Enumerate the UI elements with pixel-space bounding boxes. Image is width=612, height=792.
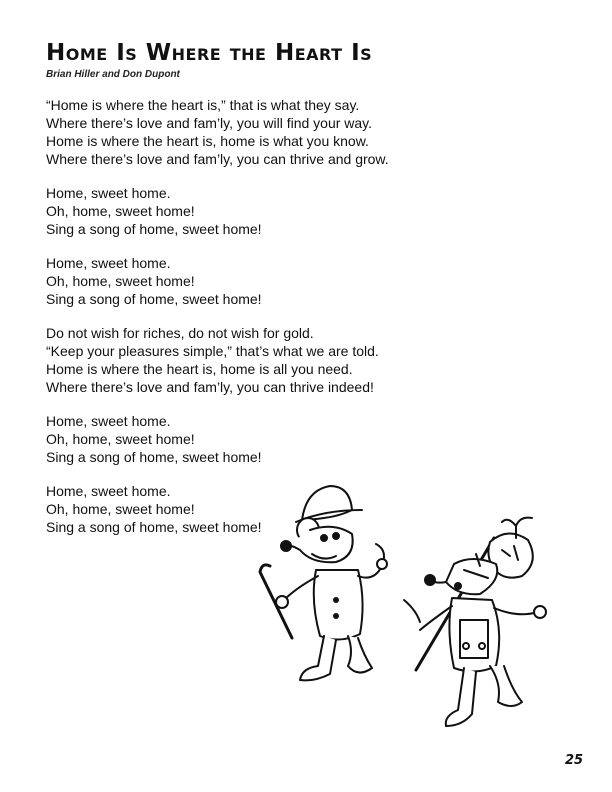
lyric-line: Home, sweet home. xyxy=(46,483,171,499)
verse-2 xyxy=(46,324,426,396)
lyric-line: Oh, home, sweet home! xyxy=(46,501,195,517)
lyric-line: Sing a song of home, sweet home! xyxy=(46,221,262,237)
lyric-line: Where there’s love and fam’ly, you will find your way. xyxy=(46,115,373,131)
lyric-line: Home is where the heart is, home is all you need. xyxy=(46,361,353,377)
verse-1 xyxy=(46,96,426,168)
lyric-line: Sing a song of home, sweet home! xyxy=(46,519,262,535)
lyric-line: Sing a song of home, sweet home! xyxy=(46,449,262,465)
chorus-1 xyxy=(46,184,426,238)
page-number: 25 xyxy=(565,753,584,768)
lyric-line: Sing a song of home, sweet home! xyxy=(46,291,262,307)
song-authors: Brian Hiller and Don Dupont xyxy=(46,69,180,80)
lyric-line: Home, sweet home. xyxy=(46,185,171,201)
lyric-line: Where there’s love and fam’ly, you can thrive indeed! xyxy=(46,379,374,395)
mouse-with-bindle-icon xyxy=(404,518,546,726)
lyric-line: Oh, home, sweet home! xyxy=(46,431,195,447)
lyric-line: Home, sweet home. xyxy=(46,255,171,271)
lyric-line: Do not wish for riches, do not wish for gold. xyxy=(46,325,314,341)
dancing-mice-illustration-icon xyxy=(240,470,580,770)
lyric-line: “Keep your pleasures simple,” that’s what we are told. xyxy=(46,343,379,359)
lyric-line: Where there’s love and fam’ly, you can thrive and grow. xyxy=(46,151,389,167)
lyric-line: Oh, home, sweet home! xyxy=(46,203,195,219)
mouse-with-cane-icon xyxy=(260,486,387,680)
lyric-line: “Home is where the heart is,” that is what they say. xyxy=(46,97,360,113)
lyric-line: Oh, home, sweet home! xyxy=(46,273,195,289)
chorus-3 xyxy=(46,412,426,466)
lyric-line: Home is where the heart is, home is what you know. xyxy=(46,133,369,149)
lyric-line: Home, sweet home. xyxy=(46,413,171,429)
chorus-2 xyxy=(46,254,426,308)
song-title: Home Is Where the Heart Is xyxy=(46,40,373,66)
